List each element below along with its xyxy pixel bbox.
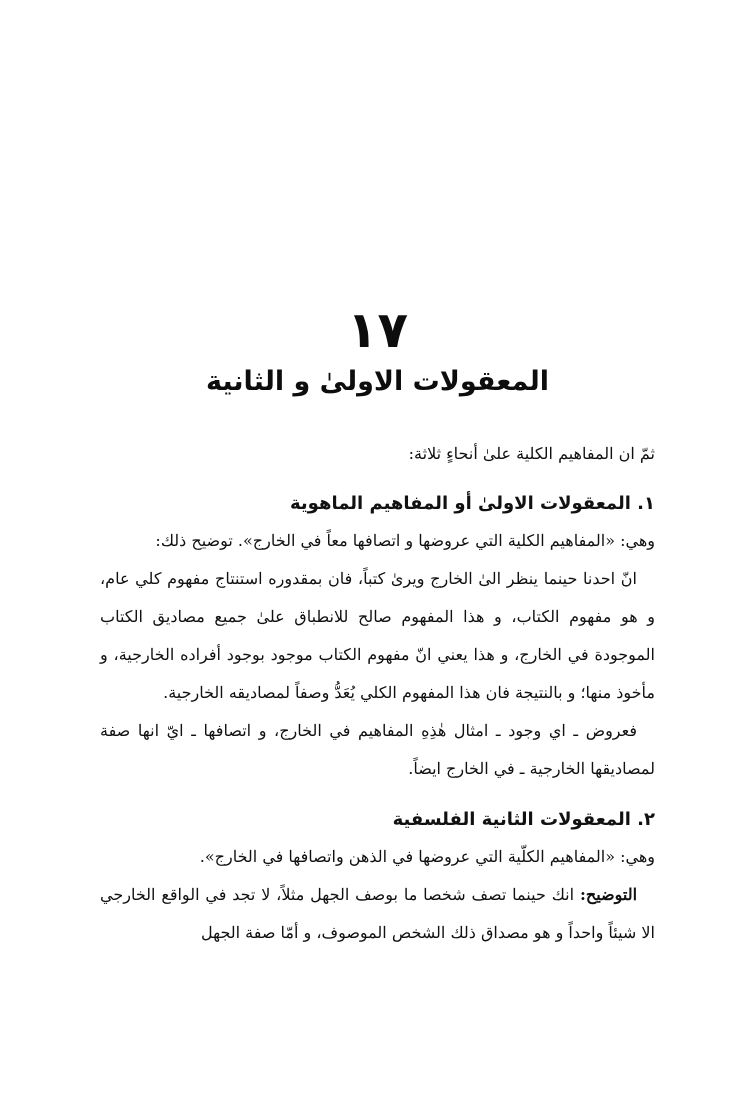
section-2-definition: وهي: «المفاهيم الكلّية التي عروضها في الذهن واتصافها في الخارج». xyxy=(199,847,655,866)
intro-paragraph: ثمّ ان المفاهيم الكلية علىٰ أنحاءٍ ثلاثة: xyxy=(408,444,655,463)
section-2-heading: ۲. المعقولات الثانية الفلسفية xyxy=(392,809,655,830)
chapter-body xyxy=(100,436,655,952)
section-1-definition: وهي: «المفاهيم الكلية التي عروضها و اتصافها معاً في الخارج». توضيح ذلك: xyxy=(155,531,655,550)
chapter-title: المعقولات الاولیٰ و الثانية xyxy=(206,366,549,397)
section-2-clarification xyxy=(100,876,655,952)
clarification-text: انك حينما تصف شخصا ما بوصف الجهل مثلاً، لا تجد في الواقع الخارجي الا شيئاً واحداً و هو مصداق ذلك الشخص الموصوف، و أمّا صفة الجهل xyxy=(100,885,655,942)
section-1-explanation: انّ احدنا حينما ينظر الىٰ الخارج ويرىٰ كتباً، فان بمقدوره استنتاج مفهوم كلي عام، و هو مفهوم الكتاب، و هذا المفهوم صالح للانطباق علىٰ جميع مصاديق الكتاب الموجودة في الخارج، و هذا يعني انّ مفهوم الكتاب موجود بوجود أفراده الخارجية، و مأخوذ منها؛ و بالنتيجة فان هذا المفهوم الكلي يُعَدُّ وصفاً لمصاديقه الخارجية. xyxy=(100,569,655,702)
clarification-label: التوضيح: xyxy=(579,885,638,904)
section-1-heading: ۱. المعقولات الاولیٰ أو المفاهيم الماهوية xyxy=(290,493,655,514)
chapter-number: ۱۷ xyxy=(346,301,409,359)
section-1-conclusion: فعروض ـ اي وجود ـ امثال هٰذِهِ المفاهيم في الخارج، و اتصافها ـ ايّ انها صفة لمصاديقها الخارجية ـ في الخارج ايضاً. xyxy=(100,721,655,778)
